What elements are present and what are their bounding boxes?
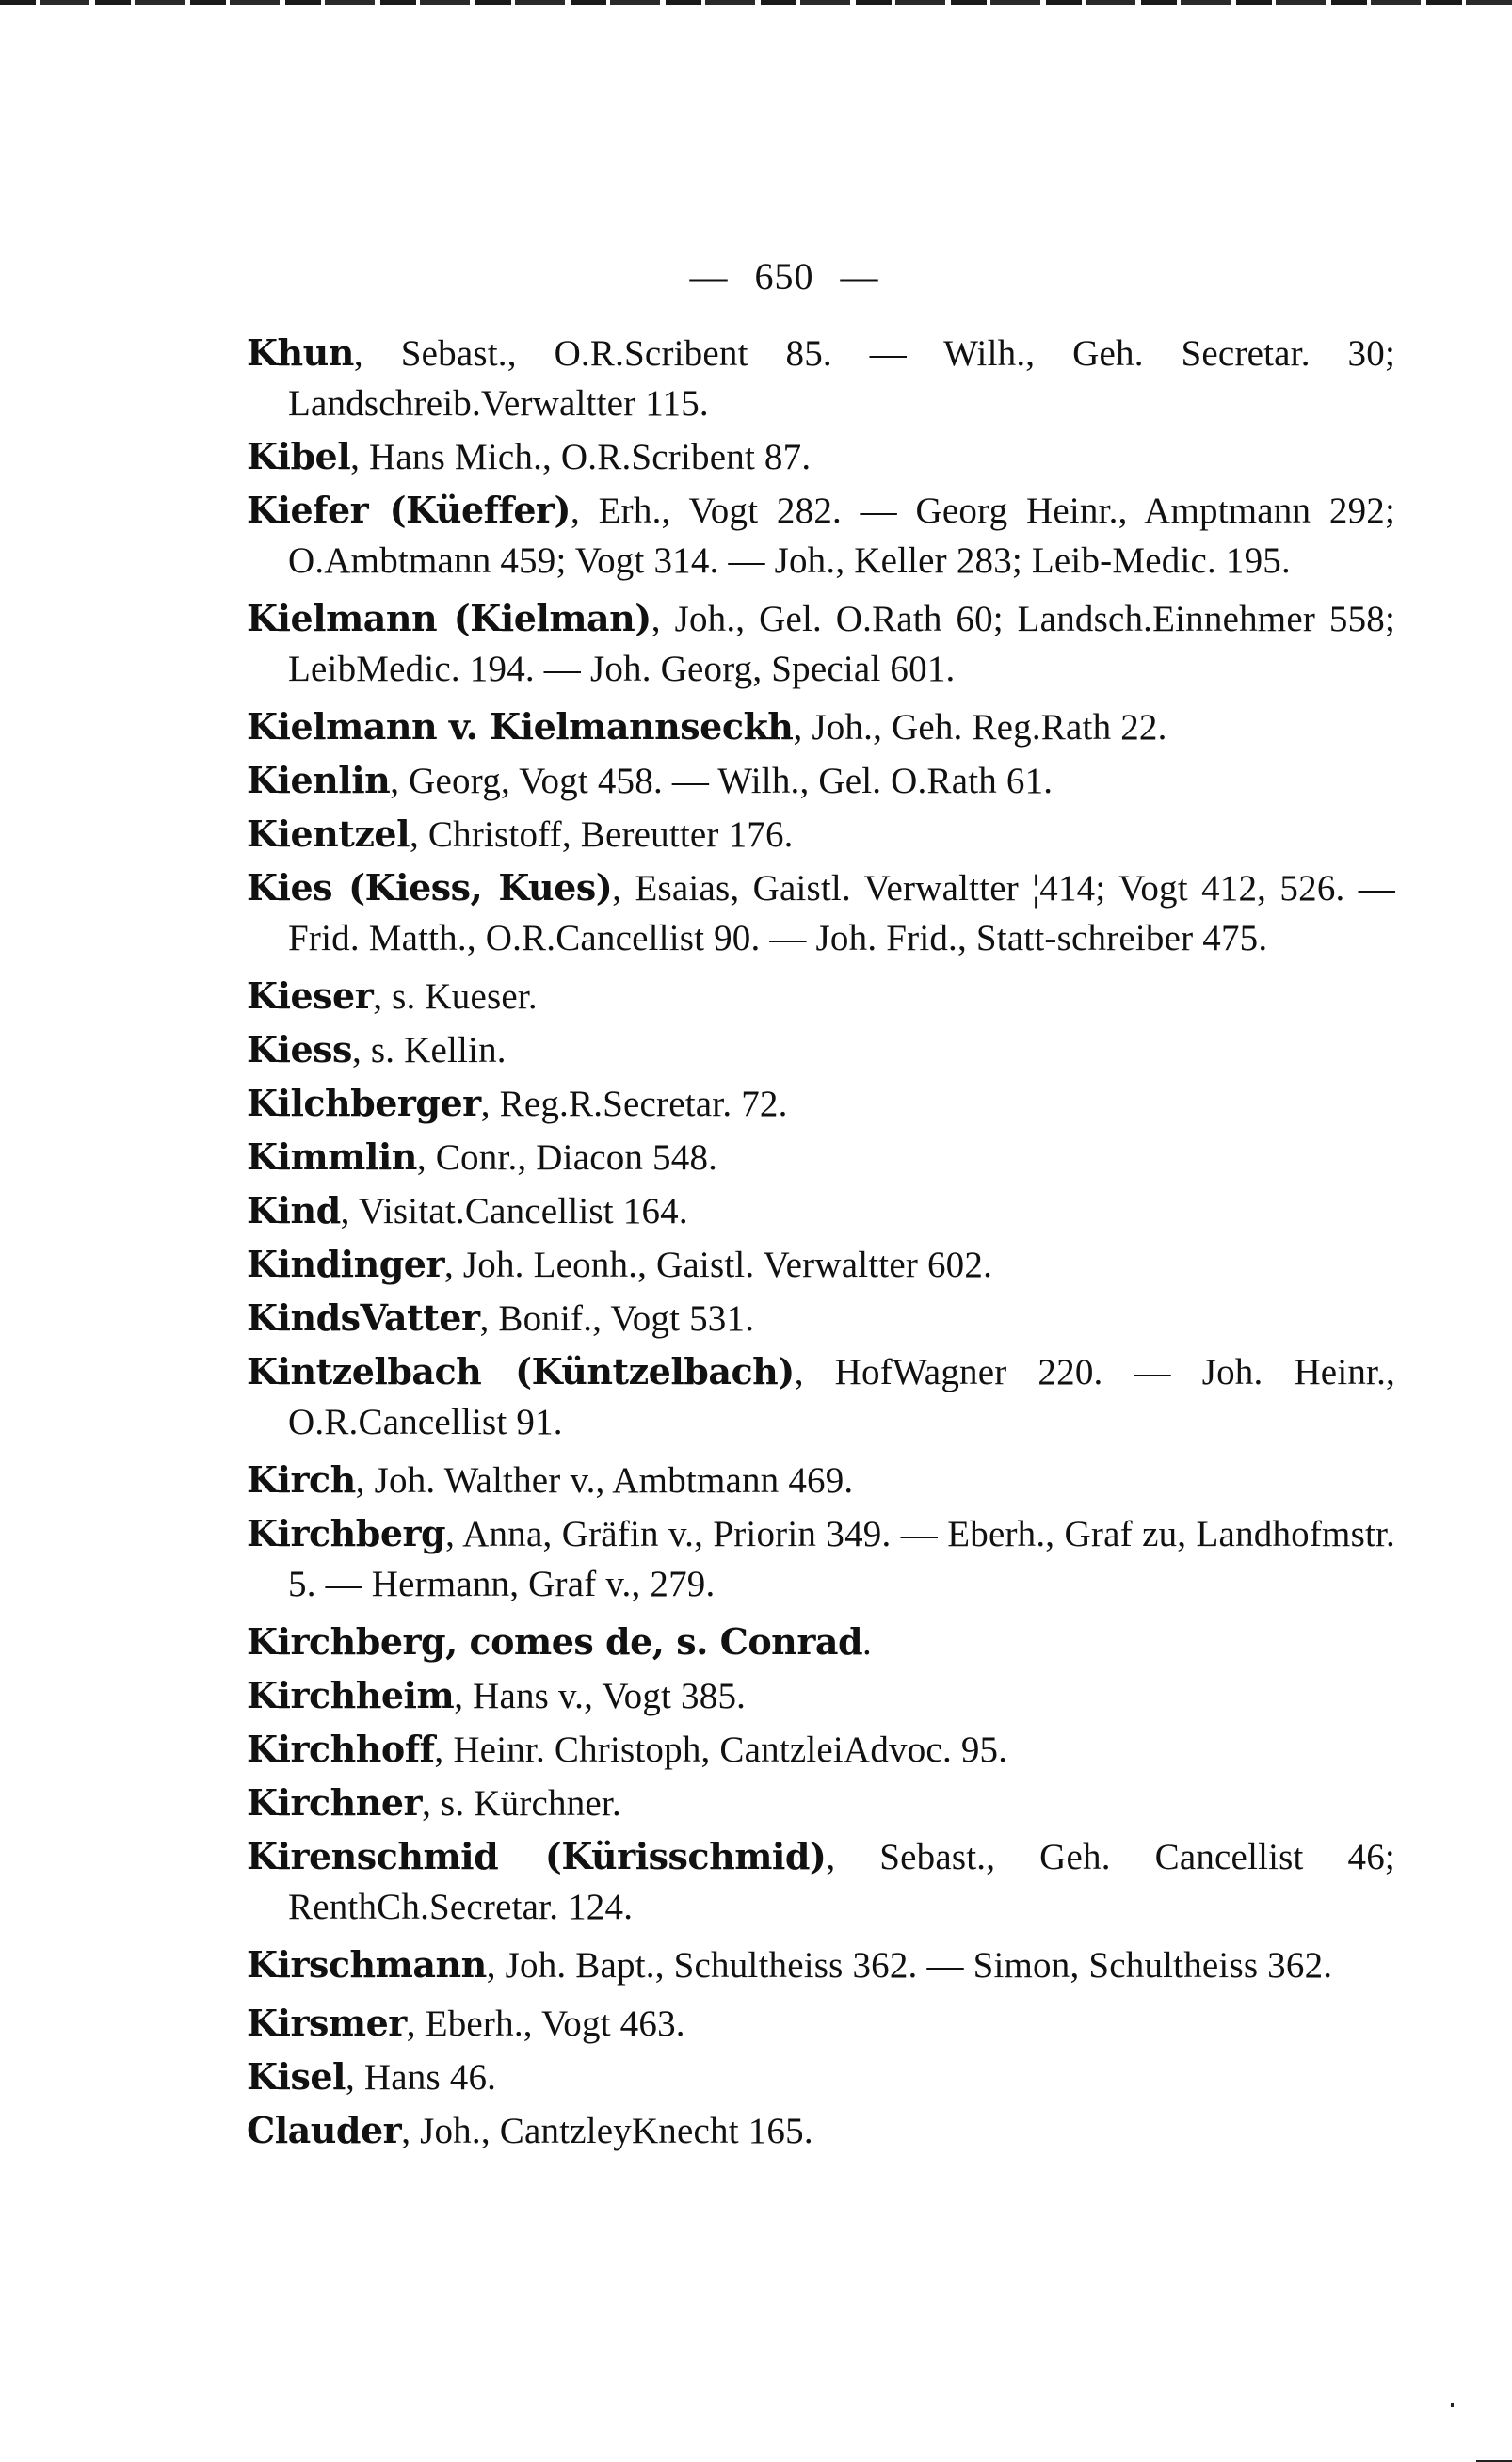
entry-headword: Kiess [247,1028,352,1070]
index-entry [247,1132,1395,1183]
entry-headword: Clauder [247,2109,402,2151]
page-number-dash-right: — [840,255,879,298]
index-entry [247,431,1395,482]
entry-text: , Joh. Leonh., Gaistl. Verwaltter 602. [444,1245,993,1285]
entry-text: , Hans 46. [345,2057,497,2098]
entry-headword: Kirenschmid (Kürisschmid) [247,1835,827,1877]
entry-headword: Kirch [247,1458,356,1501]
index-entry [247,1831,1395,1932]
index-entry [247,1670,1395,1721]
entry-headword: Kiefer (Küeffer) [247,489,571,531]
entry-headword: Kisel [247,2055,346,2098]
index-entries [247,328,1395,2159]
entry-text: , Joh., Gel. O.Rath 60; Landsch.Einnehmer 558; LeibMedic. 194. — Joh. Georg, Special 601. [288,599,1396,689]
entry-text: , Joh., Geh. Reg.Rath 22. [793,707,1167,748]
entry-text: , Reg.R.Secretar. 72. [480,1084,788,1124]
entry-headword: Kirschmann [247,1943,487,1986]
index-entry [247,1778,1395,1828]
entry-headword: Kielmann v. Kielmannseckh [247,705,794,748]
entry-text: , Sebast., Geh. Cancellist 46; RenthCh.Secretar. 124. [288,1837,1395,1927]
index-entry [247,1998,1395,2049]
index-entry [247,1239,1395,1290]
index-entry [247,862,1395,963]
entry-text: . [862,1622,872,1663]
entry-headword: KindsVatter [247,1296,480,1339]
entry-text: , Hans v., Vogt 385. [454,1676,747,1716]
scan-top-edge [0,0,1512,5]
entry-headword: Kirchberg [247,1512,446,1554]
entry-text: , Eberh., Vogt 463. [406,2003,685,2044]
index-entry [247,809,1395,860]
entry-headword: Khun [247,331,354,374]
page-number-value: 650 [754,255,814,298]
entry-headword: Kirchner [247,1781,423,1824]
entry-text: , HofWagner 220. — Joh. Heinr., O.R.Cancellist 91. [288,1352,1395,1442]
index-entry [247,328,1395,428]
entry-text: , s. Kellin. [351,1030,507,1070]
entry-text: , Anna, Gräfin v., Priorin 349. — Eberh., Graf zu, Landhofmstr. 5. — Hermann, Graf v., 279. [288,1514,1395,1604]
index-entry [247,755,1395,806]
index-entry [247,1078,1395,1129]
entry-headword: Kind [247,1189,341,1231]
entry-headword: Kienlin [247,759,391,801]
index-entry [247,2052,1395,2102]
entry-text: , Visitat.Cancellist 164. [340,1191,688,1231]
entry-headword: Kibel [247,435,351,477]
entry-text: , s. Kueser. [373,976,538,1017]
index-entry [247,485,1395,586]
index-entry [247,1939,1395,1990]
scan-speck [1451,2403,1454,2407]
index-entry [247,1293,1395,1344]
entry-headword: Kindinger [247,1243,444,1285]
entry-headword: Kirchhoff [247,1728,435,1770]
index-entry [247,1185,1395,1236]
entry-headword: Kies (Kiess, Kues) [247,866,613,909]
entry-text: , s. Kürchner. [422,1783,621,1824]
entry-text: , Erh., Vogt 282. — Georg Heinr., Amptmann 292; O.Ambtmann 459; Vogt 314. — Joh., Keller 283; Leib-Medic. 195. [288,491,1396,581]
entry-text: , Hans Mich., O.R.Scribent 87. [350,437,812,477]
entry-text: , Joh., CantzleyKnecht 165. [401,2111,813,2151]
index-entry [247,1508,1395,1609]
entry-headword: Kilchberger [247,1082,481,1124]
index-entry [247,1346,1395,1447]
index-entry [247,593,1395,694]
entry-text: , Heinr. Christoph, CantzleiAdvoc. 95. [434,1730,1008,1770]
page-number-dash-left: — [689,255,729,298]
entry-text: , Joh. Bapt., Schultheiss 362. — Simon, Schultheiss 362. [486,1945,1333,1986]
entry-text: , Christoff, Bereutter 176. [410,814,794,855]
entry-text: , Esaias, Gaistl. Verwaltter ¦414; Vogt 412, 526. — Frid. Matth., O.R.Cancellist 90. — Joh. Frid., Statt-schreiber 475. [288,868,1395,958]
index-entry [247,701,1395,752]
entry-headword: Kientzel [247,813,410,855]
entry-text: , Bonif., Vogt 531. [479,1298,755,1339]
index-entry [247,2105,1395,2156]
index-entry [247,1617,1395,1667]
index-entry [247,1024,1395,1075]
index-entry [247,1724,1395,1775]
index-entry [247,971,1395,1022]
index-entry [247,1455,1395,1505]
entry-headword: Kirsmer [247,2002,407,2044]
entry-headword: Kieser [247,974,374,1017]
entry-headword: Kintzelbach (Küntzelbach) [247,1350,795,1392]
entry-headword: Kielmann (Kielman) [247,597,651,639]
entry-text: , Joh. Walther v., Ambtmann 469. [355,1460,854,1501]
entry-headword: Kirchheim [247,1674,455,1716]
entry-text: , Conr., Diacon 548. [416,1137,718,1178]
entry-headword: Kimmlin [247,1135,417,1178]
page-number [28,254,1512,298]
entry-text: , Georg, Vogt 458. — Wilh., Gel. O.Rath 61. [390,761,1054,801]
entry-headword: Kirchberg, comes de, s. Conrad [247,1620,863,1663]
entry-text: , Sebast., O.R.Scribent 85. — Wilh., Geh. Secretar. 30; Landschreib.Verwaltter 115. [288,333,1395,424]
